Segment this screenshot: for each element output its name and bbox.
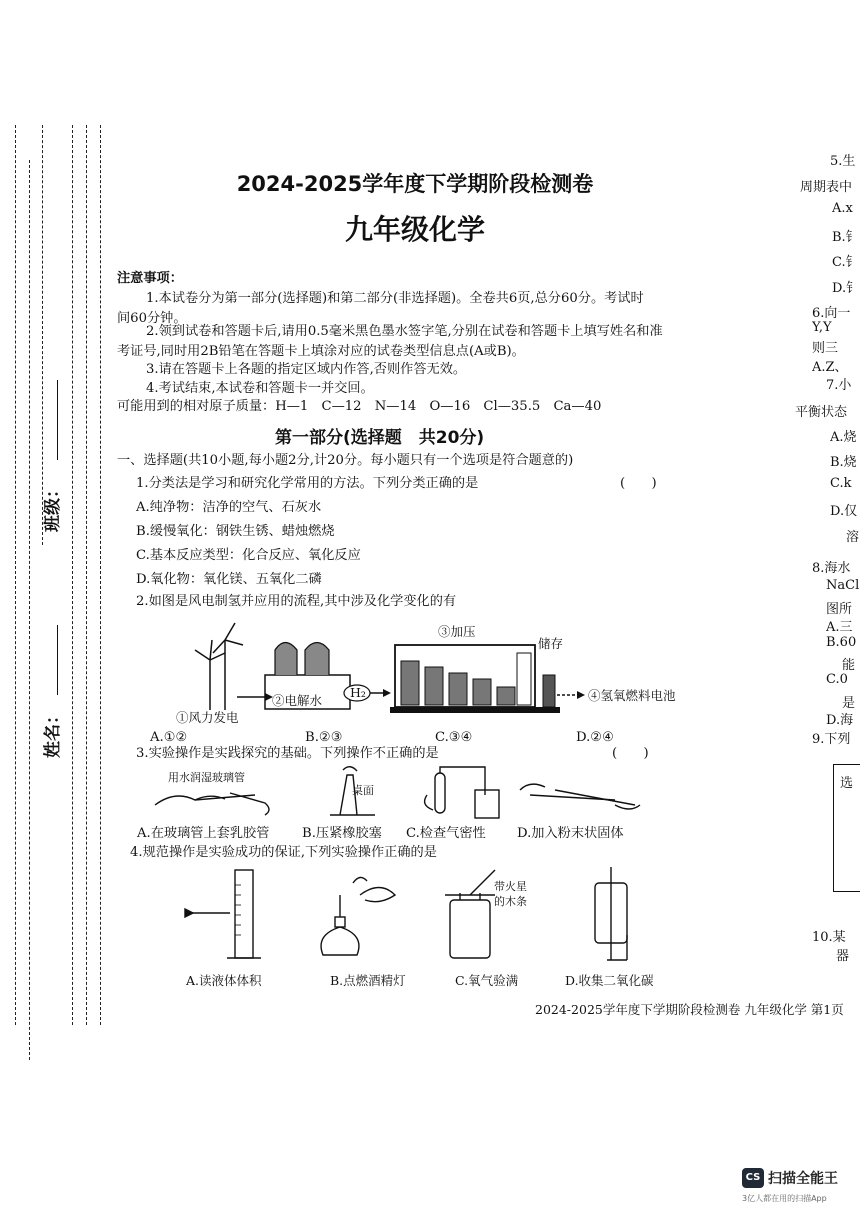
next-page-line: 溶	[846, 530, 860, 545]
q2-option-d: D.②④	[576, 730, 614, 745]
q2-option-c: C.③④	[435, 730, 473, 745]
q2-option-a: A.①②	[150, 730, 188, 745]
next-page-line: Y,Y	[812, 320, 832, 335]
wind-turbine-icon	[195, 623, 243, 710]
next-page-line: A.三	[826, 620, 853, 635]
next-page-line: 图所	[826, 602, 853, 617]
next-page-line: 5.生	[830, 154, 856, 169]
next-page-line: 选	[840, 776, 854, 791]
next-page-line: 9.下列	[812, 732, 851, 747]
name-fill-line	[57, 625, 58, 695]
scanner-tagline: 3亿人都在用的扫描App	[742, 1194, 827, 1203]
next-page-line: D.仅	[830, 504, 858, 519]
q3-option-d: D.加入粉末状固体	[517, 826, 624, 841]
binding-line	[100, 125, 101, 1025]
q2-label-pressure: ③加压	[438, 624, 476, 639]
q2-label-fuelcell: ④氢氧燃料电池	[588, 688, 676, 703]
q4-option-d: D.收集二氧化碳	[565, 973, 654, 988]
next-page-line: 能	[842, 658, 856, 673]
next-page-line: A.x	[832, 201, 853, 216]
q1-stem: 1.分类法是学习和研究化学常用的方法。下列分类正确的是	[136, 476, 479, 491]
next-page-line: B.烧	[830, 455, 857, 470]
binding-line	[15, 125, 16, 1025]
q3-bracket: ( )	[612, 746, 649, 761]
q2-label-electrolysis: ②电解水	[272, 693, 323, 708]
notice-heading: 注意事项：	[117, 271, 183, 286]
q4-fig-note-1: 带火星	[494, 880, 527, 893]
q2-label-storage: 储存	[538, 636, 564, 651]
q2-label-h2: H₂	[350, 685, 366, 700]
binding-line	[29, 160, 30, 1060]
next-page-line: 平衡状态	[795, 405, 848, 420]
next-page-line: 器	[836, 949, 850, 964]
next-page-line: C.k	[830, 476, 852, 491]
q1-option-a: A.纯净物：洁净的空气、石灰水	[136, 500, 322, 515]
class-fill-line	[57, 380, 58, 460]
exam-subtitle: 九年级化学	[344, 213, 485, 246]
next-page-line: 10.某	[812, 930, 846, 945]
scanner-logo: CS	[742, 1168, 764, 1188]
next-page-line: NaCl	[826, 578, 860, 593]
exam-title: 2024-2025学年度下学期阶段检测卷	[236, 172, 594, 196]
q4-stem: 4.规范操作是实验成功的保证,下列实验操作正确的是	[130, 845, 437, 860]
next-page-line: B.钅	[832, 230, 859, 245]
next-page-line: 6.向一	[812, 306, 851, 321]
next-page-line: C.钅	[832, 255, 859, 270]
next-page-line: D.钅	[832, 281, 860, 296]
q4-option-b: B.点燃酒精灯	[330, 973, 406, 988]
q3-figures	[135, 765, 675, 825]
notice-line: 4.考试结束,本试卷和答题卡一并交回。	[146, 381, 374, 396]
next-page-line: A.烧	[830, 430, 857, 445]
q1-option-d: D.氧化物：氧化镁、五氧化二磷	[136, 572, 322, 587]
next-page-line: B.60	[826, 635, 857, 650]
q1-option-b: B.缓慢氧化：钢铁生锈、蜡烛燃烧	[136, 524, 335, 539]
page-footer: 2024-2025学年度下学期阶段检测卷 九年级化学 第1页	[535, 1002, 844, 1017]
next-page-line: A.Z、	[812, 360, 848, 375]
binding-line	[86, 125, 87, 1025]
part1-heading: 第一部分(选择题 共20分)	[275, 428, 485, 448]
next-page-line: D.海	[826, 713, 854, 728]
q4-fig-note-2: 的木条	[494, 895, 527, 908]
q1-bracket: ( )	[620, 476, 657, 491]
q2-label-wind: ①风力发电	[176, 710, 239, 725]
part1-instruction: 一、选择题(共10小题,每小题2分,计20分。每小题只有一个选项是符合题意的)	[117, 453, 574, 468]
atomic-masses: 可能用到的相对原子质量：H—1 C—12 N—14 O—16 Cl—35.5 Ca—40	[117, 399, 602, 414]
next-page-line: 7.小	[826, 378, 852, 393]
q3-option-a: A.在玻璃管上套乳胶管	[137, 826, 270, 841]
notice-line: 考证号,同时用2B铅笔在答题卡上填涂对应的试卷类型信息点(A或B)。	[117, 344, 525, 359]
q3-fig-note-2: 桌面	[352, 784, 374, 797]
next-page-line: 是	[842, 696, 856, 711]
notice-line: 2.领到试卷和答题卡后,请用0.5毫米黑色墨水签字笔,分别在试卷和答题卡上填写姓名和准	[146, 324, 663, 339]
q2-stem: 2.如图是风电制氢并应用的流程,其中涉及化学变化的有	[136, 594, 457, 609]
q3-option-b: B.压紧橡胶塞	[302, 826, 382, 841]
notice-line: 3.请在答题卡上各题的指定区域内作答,否则作答无效。	[146, 362, 467, 377]
notice-line: 1.本试卷分为第一部分(选择题)和第二部分(非选择题)。全卷共6页,总分60分。考试时	[146, 291, 644, 306]
next-page-line: 则三	[812, 341, 839, 356]
class-label: 班级：	[43, 481, 63, 532]
next-page-line: C.0	[826, 672, 848, 687]
q4-option-c: C.氧气验满	[455, 973, 519, 988]
q3-stem: 3.实验操作是实践探究的基础。下列操作不正确的是	[136, 746, 439, 761]
q4-figures	[175, 865, 645, 965]
q3-option-c: C.检查气密性	[406, 826, 486, 841]
name-label: 姓名：	[43, 707, 63, 758]
notice-line: 间60分钟。	[117, 311, 187, 326]
q2-option-b: B.②③	[305, 730, 343, 745]
q4-option-a: A.读液体体积	[186, 973, 262, 988]
q1-option-c: C.基本反应类型：化合反应、氧化反应	[136, 548, 361, 563]
next-page-line: 周期表中	[800, 180, 853, 195]
next-page-line: 8.海水	[812, 561, 851, 576]
binding-line	[72, 125, 73, 1025]
q3-fig-note-1: 用水润湿玻璃管	[168, 771, 245, 784]
scanner-brand: 扫描全能王	[768, 1171, 838, 1187]
